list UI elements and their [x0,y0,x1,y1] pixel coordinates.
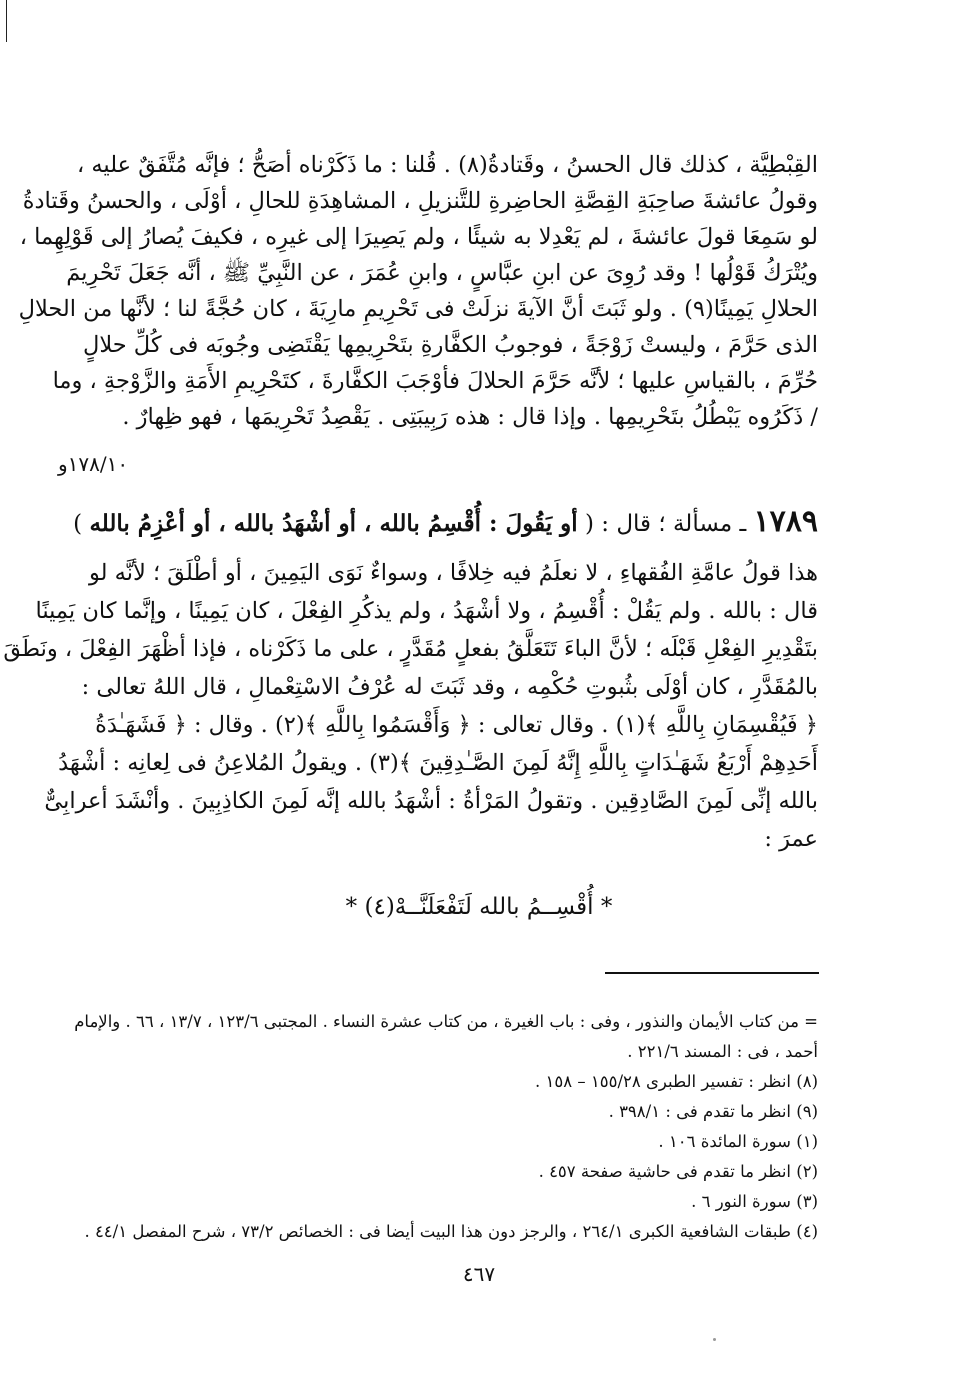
heading-dash: ـ [739,511,747,537]
issue-number: ١٧٨٩ [753,504,818,539]
body-line: بتَقْدِيرِ الفِعْلِ قَبْلَه ؛ لأنَّ الباءَ تَتَعَلَّقُ بفعلٍ مُقَدَّرٍ ، على ما ذَكَرْناه ، فإذا أظْهَرَ الفِعْلَ ، ونَطَقَ [3,636,818,662]
heading-label: مسألة ؛ قال : ( [584,511,733,537]
body-line: حُرِّمَ ، بالقياسِ عليها ؛ لأنَّه حَرَّمَ الحلالَ فأوْجَبَ الكفَّارةَ ، كتَحْرِيمِ الأَمَةِ والزَّوْجةِ ، وما [52,368,818,394]
body-line: / ذَكَرُوه يَبْطُلُ بتَحْرِيمِها . وإذا قال : هذه رَبِيبَتِى . يَقْصِدُ تَحْرِيمَها ، فهو ظِهارٌ . [122,404,818,430]
footnote: (٤) طبقات الشافعية الكبرى ٢٦٤/١ ، والرجز دون هذا البيت أيضا فى : الخصائص ٧٣/٢ ، شرح المفصل ٤٤/١ . [84,1222,818,1241]
margin-folio-note: ١٧٨/١٠و [58,452,129,476]
heading-quote: أو يَقُولَ : أُقْسِمُ بالله ، أو أشْهَدُ بالله ، أو أعْزِمُ بالله [89,510,578,537]
body-line: عمرَ : [764,826,818,852]
page-number: ٤٦٧ [462,1262,496,1286]
body-line: الذى حَرَّمَ ، وليستْ زَوْجَةً ، فوجوبُ الكفَّارةِ بتَحْرِيمِها يَقْتَضِى وجُوبَه فى كُلِّ حلالٍ [82,332,818,358]
body-line: بالمُقَدَّرِ ، كان أوْلَى بثُبوتِ حُكْمِه ، وقد ثَبَتَ له عُرْفُ الاسْتِعْمالِ ، قال اللهُ تعالى : [81,674,818,700]
footnote: = من كتاب الأيمان والنذور ، وفى : باب الغيرة ، من كتاب عشرة النساء . المجتبى ١٢٣/٦ ، ١٣/٧ ، ٦٦ . والإمام [74,1012,818,1031]
body-line: بالله إنِّى لَمِنَ الصَّادِقِين . وتقولُ المَرْأةُ : أشْهَدُ بالله إنَّه لَمِنَ الكاذِبِينَ . وأنْشَدَ أعرابِىٌّ [44,788,818,814]
body-line: أَحَدِهِمْ أَرْبَعُ شَهَـٰدَاتٍ بِاللَّهِ إِنَّهُ لَمِنَ الصَّـٰدِقِينَ ﴾(٣) . ويقولُ المُلاعِنُ فى لِعانِه : أشْهَدُ [58,750,818,776]
body-line: ﴿ فَيُقْسِمَانِ بِاللَّهِ ﴾(١) . وقال تعالى : ﴿ وَأَقْسَمُوا بِاللَّهِ ﴾(٢) . وقال : ﴿ فَشَهَـٰدَةُ [95,712,818,738]
body-line: وقولُ عائشةَ صاحِبَةِ القِصَّةِ الحاضِرةِ للتَّنزيلِ ، المشاهِدَةِ للحالِ ، أوْلَى ، والحسنُ وقَتادةُ [22,188,818,214]
footnote: (٩) انظر ما تقدم فى : ٣٩٨/١ . [608,1102,818,1121]
body-line: القِبْطِيَّة ، كذلك قال الحسنُ ، وقَتادةُ(٨) . قُلنا : ما ذَكَرْناه أصَحُّ ؛ فإنَّه مُتَّفَقٌ عليه ، [76,152,818,178]
footnote-separator [605,972,819,974]
body-line: الحلالِ يَمِينًا(٩) . ولو ثَبَتَ أنَّ الآيةَ نزلَتْ فى تَحْرِيمِ مارِيَةَ ، كان حُجَّةً لنا ؛ لأنَّها من الحلالِ [18,296,818,322]
footnote: (٣) سورة النور ٦ . [691,1192,818,1211]
section-heading [73,502,818,544]
footnote: (١) سورة المائدة ١٠٦ . [658,1132,818,1151]
heading-close: ) [73,511,83,537]
body-line: هذا قولُ عامَّةِ الفُقهاءِ ، لا نعلَمُ فيه خِلافًا ، وسواءٌ نَوَى اليَمِينَ ، أو أطْلَقَ ؛ لأنَّه لو [89,560,818,586]
footnote: (٢) انظر ما تقدم فى حاشية صفحة ٤٥٧ . [538,1162,818,1181]
body-line: ويُتْرَكُ قَوْلُها ! وقد رُوِىَ عن ابنِ عبَّاسٍ ، وابنِ عُمَرَ ، عن النَّبِيِّ ﷺ ، أنَّه جَعَلَ تَحْرِيمَ [66,260,818,286]
page-edge-line [6,0,7,42]
body-line: قال : بالله . ولم يَقُلْ : أُقْسِمُ ، ولا أشْهَدُ ، ولم يذكُرِ الفِعْلَ ، كان يَمِينًا ، وإنَّما كان يَمِينًا [35,598,818,624]
poem-verse: * أُقْسِــمُ بالله لَتَفْعَلَنَّــهْ(٤) * [345,894,613,920]
footnote: أحمد ، فى : المسند ٢٢١/٦ . [627,1042,818,1061]
footnote: (٨) انظر : تفسير الطبرى ١٥٥/٢٨ – ١٥٨ . [535,1072,818,1091]
body-line: لو سَمِعَا قولَ عائشةَ ، لم يَعْدِلا به شيئًا ، ولم يَصِيرَا إلى غيرِه ، فكيفَ يُصارُ إلى قَوْلِهِما ، [19,224,818,250]
scan-speck [713,1338,716,1341]
